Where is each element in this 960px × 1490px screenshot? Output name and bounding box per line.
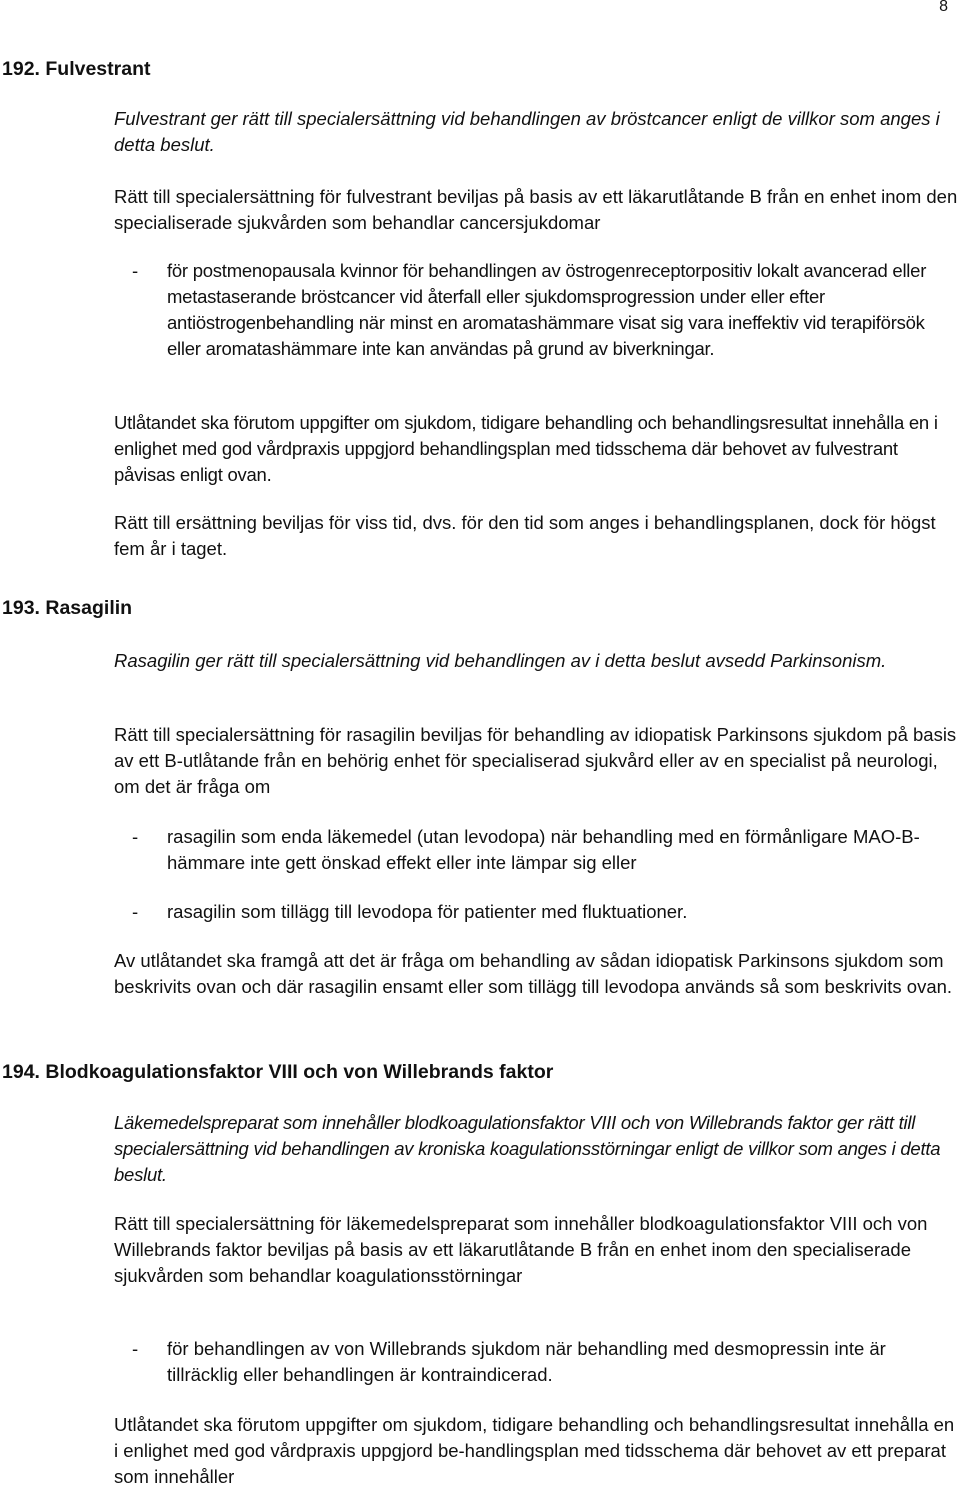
section-192-paragraph-1: Rätt till specialersättning för fulvestrant beviljas på basis av ett läkarutlåtande B från en enhet inom den specialiserade sjukvården som behandlar cancersjukdomar: [114, 186, 958, 233]
section-193-paragraph-1: Rätt till specialersättning för rasagilin beviljas för behandling av idiopatisk Parkinsons sjukdom på basis av ett B-utlåtande från en behörig enhet för specialiserad sjukvård eller av en specialist på neurologi, om det är fråga om: [114, 724, 957, 797]
section-192-intro: Fulvestrant ger rätt till specialersättning vid behandlingen av bröstcancer enligt de villkor som anges i detta beslut.: [114, 108, 940, 155]
list-item-text: rasagilin som enda läkemedel (utan levodopa) när behandling med en förmånligare MAO-B-hämmare inte gett önskad effekt eller inte lämpar sig eller: [167, 826, 920, 873]
list-dash: -: [132, 826, 139, 847]
list-item-text: för behandlingen av von Willebrands sjukdom när behandling med desmopressin inte är tillräcklig eller behandlingen är kontraindicerad.: [167, 1338, 886, 1385]
section-heading-192: 192. Fulvestrant: [2, 58, 151, 80]
list-dash: -: [132, 901, 139, 922]
list-item-text: rasagilin som tillägg till levodopa för patienter med fluktuationer.: [167, 901, 688, 922]
list-item: [114, 899, 959, 925]
section-194-paragraph-1: Rätt till specialersättning för läkemedelspreparat som innehåller blodkoagulationsfaktor VIII och von Willebrands faktor beviljas på basis av ett läkarutlåtande B från en enhet inom den specialiserade sjukvården som behandlar koagulationsstörningar: [114, 1213, 928, 1286]
list-item-text: för postmenopausala kvinnor för behandlingen av östrogenreceptorpositiv lokalt avancerad eller metastaserande bröstcancer vid återfall eller sjukdomsprogression under eller efter antiöstrogenbehandling när minst en aromatashämmare visat sig vara ineffektiv vid terapiförsök eller aromatashämmare inte kan användas på grund av biverkningar.: [167, 260, 927, 359]
section-193-intro: Rasagilin ger rätt till specialersättning vid behandlingen av i detta beslut avsedd Parkinsonism.: [114, 650, 887, 671]
section-194-paragraph-2: Utlåtandet ska förutom uppgifter om sjukdom, tidigare behandling och behandlingsresultat innehålla en i enlighet med god vårdpraxis uppgjord be-handlingsplan med tidsschema där behovet av ett preparat som innehåller: [114, 1414, 955, 1487]
section-192-paragraph-2: Utlåtandet ska förutom uppgifter om sjukdom, tidigare behandling och behandlingsresultat innehålla en i enlighet med god vårdpraxis uppgjord behandlingsplan med tidsschema där behovet av fulvestrant påvisas enligt ovan.: [114, 412, 938, 485]
list-dash: -: [132, 1338, 139, 1359]
section-heading-194: 194. Blodkoagulationsfaktor VIII och von Willebrands faktor: [2, 1061, 554, 1083]
list-item: [114, 1336, 959, 1388]
section-193-paragraph-2: Av utlåtandet ska framgå att det är fråga om behandling av sådan idiopatisk Parkinsons sjukdom som beskrivits ovan och där rasagilin ensamt eller som tillägg till levodopa används så som beskrivits ovan.: [114, 950, 953, 997]
list-dash: -: [132, 260, 138, 281]
section-192-paragraph-3: Rätt till ersättning beviljas för viss tid, dvs. för den tid som anges i behandlingsplanen, dock för högst fem år i taget.: [114, 512, 936, 559]
page-number: 8: [939, 0, 948, 15]
list-item: [114, 258, 959, 362]
section-heading-193: 193. Rasagilin: [2, 597, 133, 619]
section-194-intro: Läkemedelspreparat som innehåller blodkoagulationsfaktor VIII och von Willebrands faktor ger rätt till specialersättning vid behandlingen av kroniska koagulationsstörningar enligt de villkor som anges i detta beslut.: [114, 1112, 941, 1185]
list-item: [114, 824, 959, 876]
